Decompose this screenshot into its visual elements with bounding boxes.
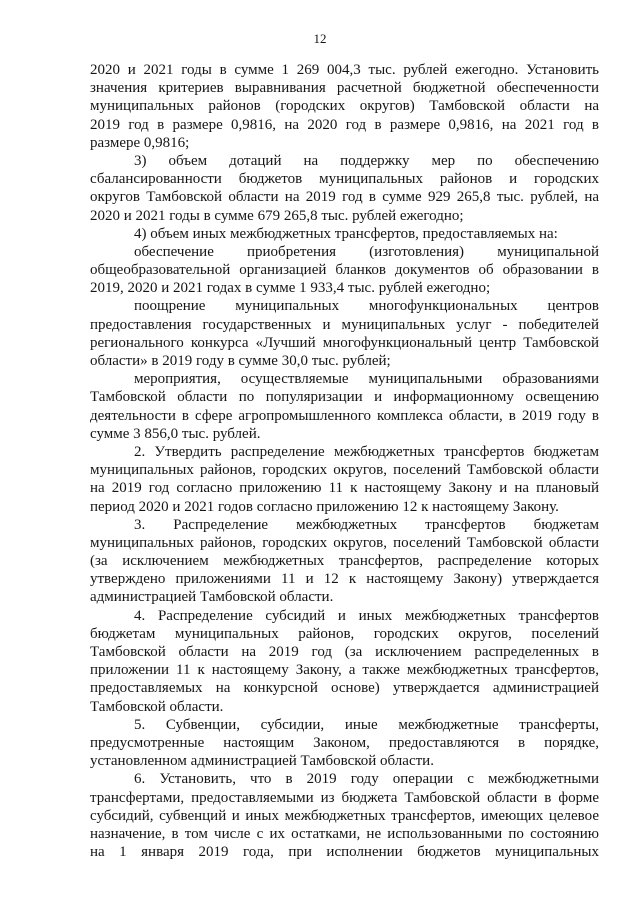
text-line: 5. Субвенции, субсидии, иные межбюджетные трансферты, [134,716,599,733]
text-line: 3. Распределение межбюджетных трансфертов бюджетам [134,516,599,533]
text-line: 2019, 2020 и 2021 годах в сумме 1 933,4 тыс. рублей ежегодно; [90,280,491,297]
text-line: утверждено приложениями 11 и 12 к настоящему Закону) утверждается [90,571,599,588]
text-line: поощрение муниципальных многофункциональных центров [134,298,599,315]
text-line: сбалансированности бюджетов муниципальных районов и городских [90,171,599,188]
text-line: муниципальных районов, городских округов, поселений Тамбовской области [90,462,599,479]
text-line: период 2020 и 2021 годов согласно приложению 12 к настоящему Закону. [90,498,559,515]
text-line: на 2019 год согласно приложению 11 к настоящему Закону и на плановый [90,480,599,497]
text-line: на 1 января 2019 года, при исполнении бюджетов муниципальных [90,844,599,861]
text-line: назначение, в том числе с их остатками, не использованными по состоянию [90,825,599,842]
text-line: муниципальных районов (городских округов) Тамбовской области на [90,98,599,115]
text-line: регионального конкурса «Лучший многофункциональный центр Тамбовской [90,334,599,351]
text-line: обеспечение приобретения (изготовления) муниципальной [134,243,599,260]
text-line: 2. Утвердить распределение межбюджетных трансфертов бюджетам [134,443,599,460]
text-line: 2020 и 2021 годы в сумме 1 269 004,3 тыс. рублей ежегодно. Установить [90,62,599,78]
text-line: 2020 и 2021 годы в сумме 679 265,8 тыс. рублей ежегодно; [90,207,464,224]
text-line: администрацией Тамбовской области. [90,589,334,606]
text-line: предусмотренные настоящим Законом, предоставляются в порядке, [90,734,599,751]
text-line: общеобразовательной организацией бланков документов об образовании в [90,262,599,279]
text-line: Тамбовской области по популяризации и информационному освещению [90,389,599,406]
text-line: субсидий, субвенций и иных межбюджетных трансфертов, имеющих целевое [90,807,599,824]
text-line: 4. Распределение субсидий и иных межбюджетных трансфертов [134,607,599,624]
document-body [90,61,599,861]
text-line: значения критериев выравнивания расчетной бюджетной обеспеченности [90,80,599,97]
text-line: области» в 2019 году в сумме 30,0 тыс. рублей; [90,353,391,369]
text-line: установленном администрацией Тамбовской области. [90,753,434,770]
text-line: трансфертами, предоставляемыми из бюджета Тамбовской области в форме [90,789,599,806]
text-line: (за исключением межбюджетных трансфертов, распределение которых [90,553,599,570]
text-line: 4) объем иных межбюджетных трансфертов, предоставляемых на: [134,225,558,242]
text-line: муниципальных районов, городских округов, поселений Тамбовской области [90,534,599,551]
text-line: приложении 11 к настоящему Закону, а также межбюджетных трансфертов, [90,662,599,679]
text-line: Тамбовской области. [90,698,224,715]
text-line: мероприятия, осуществляемые муниципальными образованиями [134,371,599,388]
text-line: 3) объем дотаций на поддержку мер по обеспечению [134,152,599,169]
page-number: 12 [313,31,327,46]
text-line: сумме 3 856,0 тыс. рублей. [90,425,261,442]
text-line: предоставления государственных и муниципальных услуг - победителей [90,316,599,333]
text-line: 2019 год в размере 0,9816, на 2020 год в размере 0,9816, на 2021 год в [90,116,599,133]
text-line: размере 0,9816; [90,134,190,151]
text-line: предоставляемых на конкурсной основе) утверждается администрацией [90,680,599,697]
text-line: Тамбовской области на 2019 год (за исключением распределенных в [90,644,599,660]
text-line: бюджетам муниципальных районов, городских округов, поселений [90,625,599,642]
text-line: округов Тамбовской области на 2019 год в сумме 929 265,8 тыс. рублей, на [90,189,599,206]
text-line: деятельности в сфере агропромышленного комплекса области, в 2019 году в [90,407,599,424]
text-line: 6. Установить, что в 2019 году операции с межбюджетными [134,771,599,788]
